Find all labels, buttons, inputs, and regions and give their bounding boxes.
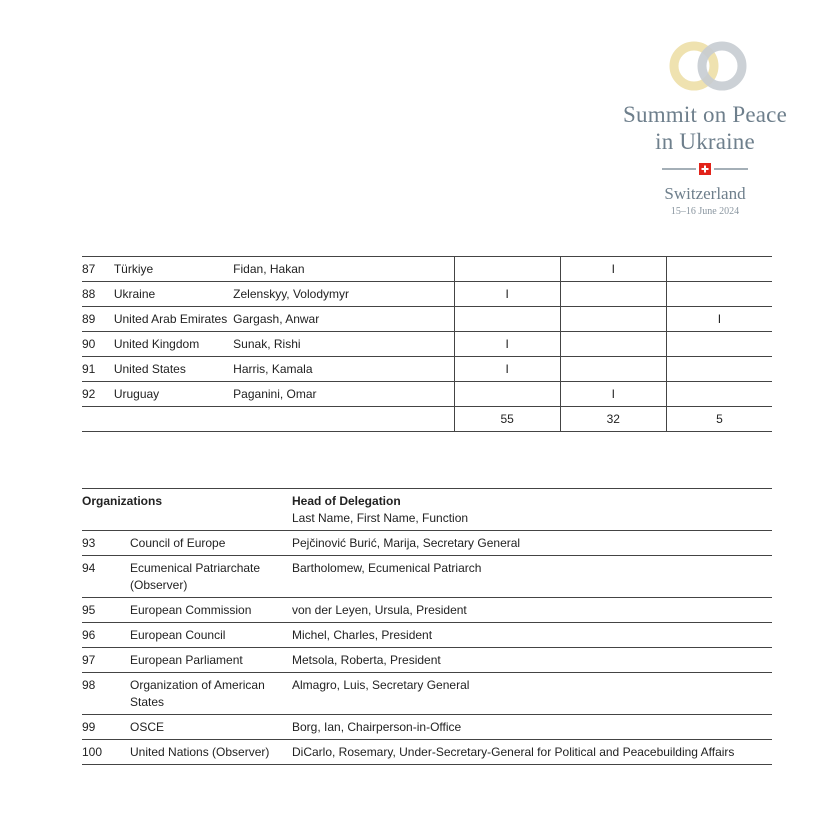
country-name: Türkiye (114, 257, 233, 282)
total-col2: 32 (560, 407, 666, 432)
head-of-delegation: Bartholomew, Ecumenical Patriarch (292, 556, 772, 598)
row-number: 95 (82, 598, 130, 623)
organization-name: Ecumenical Patriarchate (Observer) (130, 556, 292, 598)
head-of-delegation: Almagro, Luis, Secretary General (292, 673, 772, 715)
totals-row (82, 407, 772, 432)
vote-col2 (560, 282, 666, 307)
vote-col3 (666, 332, 772, 357)
row-number: 94 (82, 556, 130, 598)
table-row (82, 357, 772, 382)
countries-table (82, 256, 772, 432)
row-number: 99 (82, 715, 130, 740)
table-row (82, 382, 772, 407)
vote-col1 (454, 307, 560, 332)
vote-col1: I (454, 282, 560, 307)
vote-col1: I (454, 357, 560, 382)
head-of-delegation: DiCarlo, Rosemary, Under-Secretary-General for Political and Peacebuilding Affairs (292, 740, 772, 765)
delegate-name: Paganini, Omar (233, 382, 454, 407)
table-row (82, 257, 772, 282)
vote-col2: I (560, 257, 666, 282)
vote-col3 (666, 382, 772, 407)
country-name: United Kingdom (114, 332, 233, 357)
table-row (82, 673, 772, 715)
organization-name: European Commission (130, 598, 292, 623)
head-of-delegation: Pejčinović Burić, Marija, Secretary General (292, 531, 772, 556)
header-head-cell (292, 489, 772, 531)
table-row (82, 740, 772, 765)
total-col3: 5 (666, 407, 772, 432)
vote-col2 (560, 332, 666, 357)
table-row (82, 282, 772, 307)
vote-col1 (454, 257, 560, 282)
table-row (82, 531, 772, 556)
country-name: United Arab Emirates (114, 307, 233, 332)
vote-col2 (560, 357, 666, 382)
row-number: 89 (82, 307, 114, 332)
table-row (82, 715, 772, 740)
delegate-name: Harris, Kamala (233, 357, 454, 382)
row-number: 91 (82, 357, 114, 382)
delegate-name: Sunak, Rishi (233, 332, 454, 357)
country-name: United States (114, 357, 233, 382)
row-number: 98 (82, 673, 130, 715)
vote-col2 (560, 307, 666, 332)
row-number: 97 (82, 648, 130, 673)
delegate-name: Fidan, Hakan (233, 257, 454, 282)
vote-col3 (666, 257, 772, 282)
organization-name: Organization of American States (130, 673, 292, 715)
swiss-flag-icon (662, 162, 748, 176)
logo-dates: 15–16 June 2024 (670, 206, 740, 217)
organization-name: OSCE (130, 715, 292, 740)
total-col1: 55 (454, 407, 560, 432)
vote-col1 (454, 382, 560, 407)
organization-name: United Nations (Observer) (130, 740, 292, 765)
row-number: 96 (82, 623, 130, 648)
rings-logo-icon (664, 38, 752, 94)
header-head-subtitle: Last Name, First Name, Function (292, 511, 469, 525)
logo-title-line2: in Ukraine (655, 129, 755, 154)
country-name: Uruguay (114, 382, 233, 407)
row-number: 92 (82, 382, 114, 407)
head-of-delegation: von der Leyen, Ursula, President (292, 598, 772, 623)
table-row (82, 332, 772, 357)
table-row (82, 648, 772, 673)
summit-logo (600, 36, 810, 226)
head-of-delegation: Metsola, Roberta, President (292, 648, 772, 673)
row-number: 87 (82, 257, 114, 282)
organization-name: Council of Europe (130, 531, 292, 556)
logo-country: Switzerland (664, 184, 746, 203)
table-row (82, 307, 772, 332)
organizations-table (82, 488, 772, 765)
table-row (82, 623, 772, 648)
vote-col1: I (454, 332, 560, 357)
ring-right-icon (702, 46, 742, 86)
row-number: 88 (82, 282, 114, 307)
organizations-header (82, 489, 772, 531)
organization-name: European Parliament (130, 648, 292, 673)
logo-title-line1: Summit on Peace (623, 102, 787, 127)
vote-col3 (666, 282, 772, 307)
organization-name: European Council (130, 623, 292, 648)
table-row (82, 598, 772, 623)
head-of-delegation: Borg, Ian, Chairperson-in-Office (292, 715, 772, 740)
vote-col3 (666, 357, 772, 382)
delegate-name: Gargash, Anwar (233, 307, 454, 332)
row-number: 90 (82, 332, 114, 357)
country-name: Ukraine (114, 282, 233, 307)
header-organizations: Organizations (82, 489, 292, 531)
row-number: 93 (82, 531, 130, 556)
delegate-name: Zelenskyy, Volodymyr (233, 282, 454, 307)
row-number: 100 (82, 740, 130, 765)
head-of-delegation: Michel, Charles, President (292, 623, 772, 648)
header-head-of-delegation: Head of Delegation (292, 494, 401, 508)
vote-col3: I (666, 307, 772, 332)
table-row (82, 556, 772, 598)
vote-col2: I (560, 382, 666, 407)
